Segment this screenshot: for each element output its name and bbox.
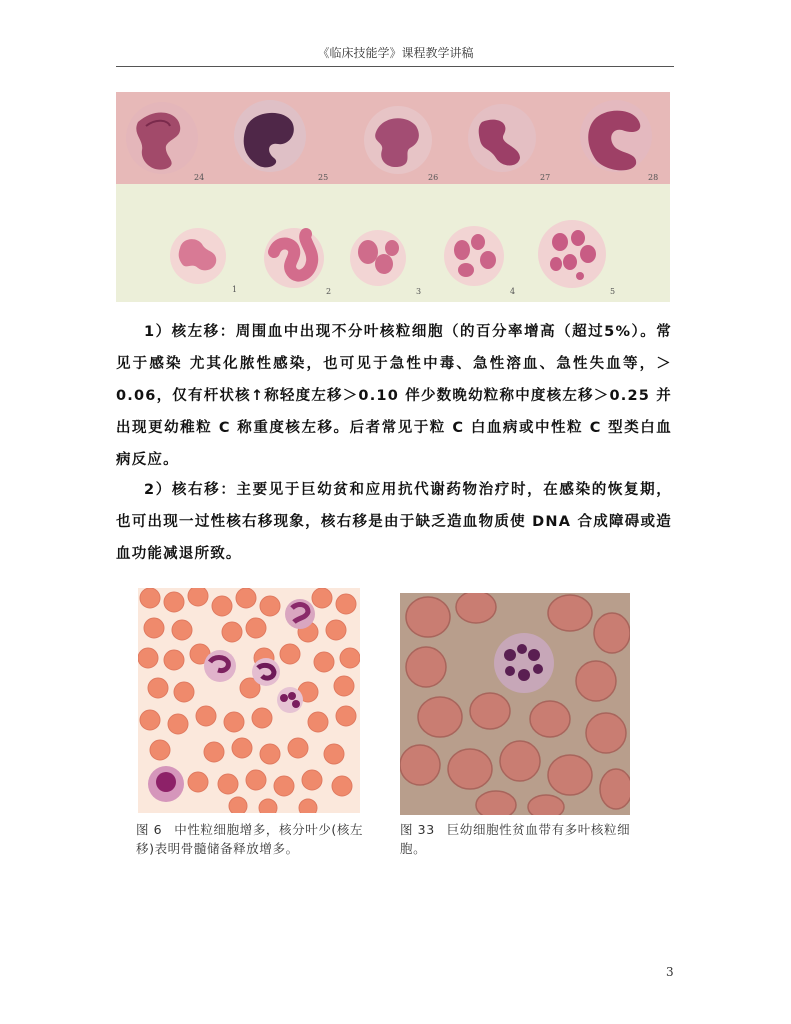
figure-6-number: 图 6 <box>136 822 163 837</box>
neutrophil-nucleus-figure <box>116 92 670 302</box>
fig-label-5: 5 <box>610 287 616 296</box>
figure-6-caption-text: 中性粒细胞增多，核分叶少(核左移)表明骨髓储备释放增多。 <box>136 822 364 856</box>
paragraph-left-shift-text: 1）核左移：周围血中出现不分叶核粒细胞（的百分率增高（超过5%）。常见于感染 尤其化脓性感染，也可见于急性中毒、急性溶血、急性失血等，＞0.06，仅有杆状核↑称轻度左移＞0.10 伴少数晚幼粒称中度核左移＞0.25 并出现更幼稚粒 C 称重度核左移。后者常见于粒 C 白血病或中性粒 C 型类白血病反应。 <box>116 324 672 468</box>
paragraph-right-shift-text: 2）核右移：主要见于巨幼贫和应用抗代谢药物治疗时，在感染的恢复期，也可出现一过性核右移现象，核右移是由于缺乏造血物质使 DNA 合成障碍或造血功能减退所致。 <box>116 482 672 562</box>
fig-label-26: 26 <box>428 173 439 182</box>
fig-label-24: 24 <box>194 173 205 182</box>
header-rule <box>116 66 674 67</box>
neutrophilia-micrograph <box>138 588 360 813</box>
figure-33-caption-text: 巨幼细胞性贫血带有多叶核粒细胞。 <box>400 822 631 856</box>
fig-label-4: 4 <box>510 287 516 296</box>
paragraph-left-shift <box>116 316 672 476</box>
fig-label-2: 2 <box>326 287 332 296</box>
fig-label-1: 1 <box>232 285 238 294</box>
hypersegmented-neutrophil-micrograph <box>400 593 630 815</box>
figure-6-caption <box>136 820 376 858</box>
figure-33-caption <box>400 820 650 858</box>
fig-label-28: 28 <box>648 173 659 182</box>
page-number: 3 <box>666 965 674 979</box>
page-header-title: 《临床技能学》课程教学讲稿 <box>317 46 474 60</box>
fig-label-27: 27 <box>540 173 551 182</box>
fig-label-3: 3 <box>416 287 422 296</box>
figure-33-number: 图 33 <box>400 822 435 837</box>
fig-label-25: 25 <box>318 173 329 182</box>
paragraph-right-shift <box>116 474 672 570</box>
